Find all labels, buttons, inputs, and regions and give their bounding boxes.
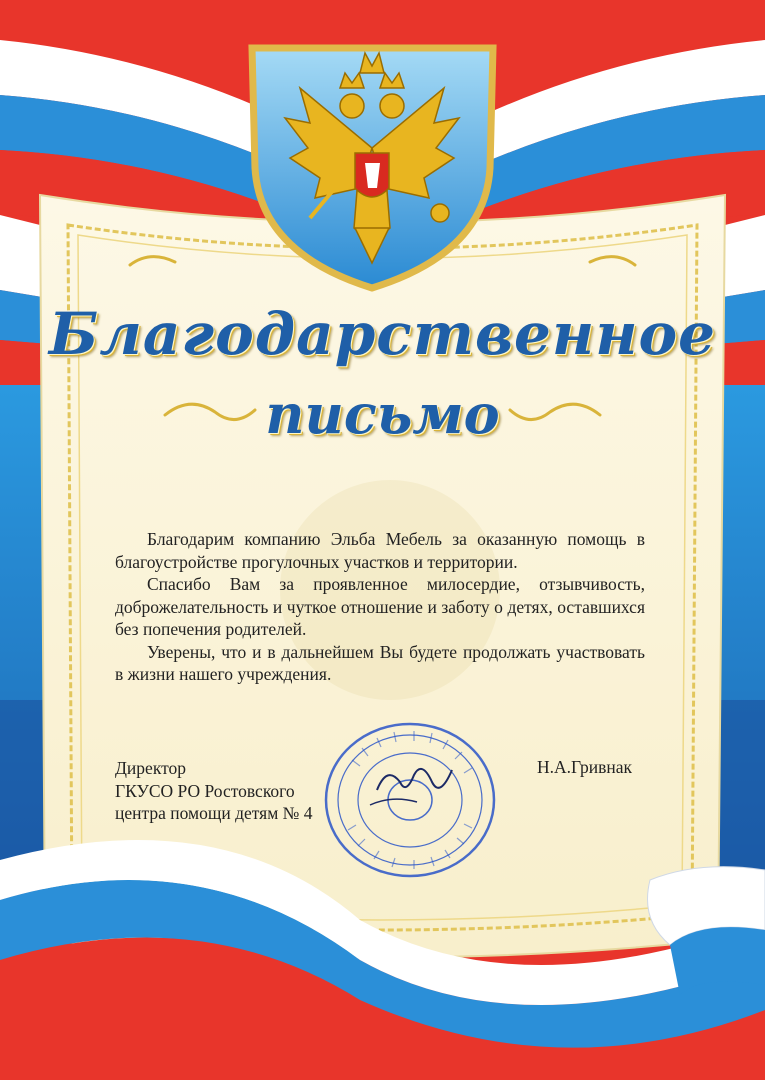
letter-body	[115, 528, 645, 686]
position-line: центра помощи детям № 4	[115, 803, 313, 823]
letter-subtitle: письмо	[265, 382, 500, 446]
position-line: ГКУСО РО Ростовского	[115, 780, 295, 801]
russian-coat-of-arms-icon	[240, 28, 505, 293]
letter-title: Благодарственное	[48, 300, 717, 368]
signatory-name: Н.А.Гривнак	[537, 757, 633, 777]
body-paragraph: Уверены, что и в дальнейшем Вы будете продолжать участвовать в жизни нашего учреждения.	[115, 641, 645, 684]
position-line: Директор	[115, 758, 187, 778]
official-seal-icon	[322, 720, 498, 880]
body-paragraph: Спасибо Вам за проявленное милосердие, отзывчивость, доброжелательность и чуткое отношение и заботу о детях, оставшихся без попечения родителей.	[115, 574, 645, 639]
signatory-position	[115, 757, 312, 825]
body-paragraph: Благодарим компанию Эльба Мебель за оказанную помощь в благоустройстве прогулочных участков и территории.	[115, 529, 645, 572]
